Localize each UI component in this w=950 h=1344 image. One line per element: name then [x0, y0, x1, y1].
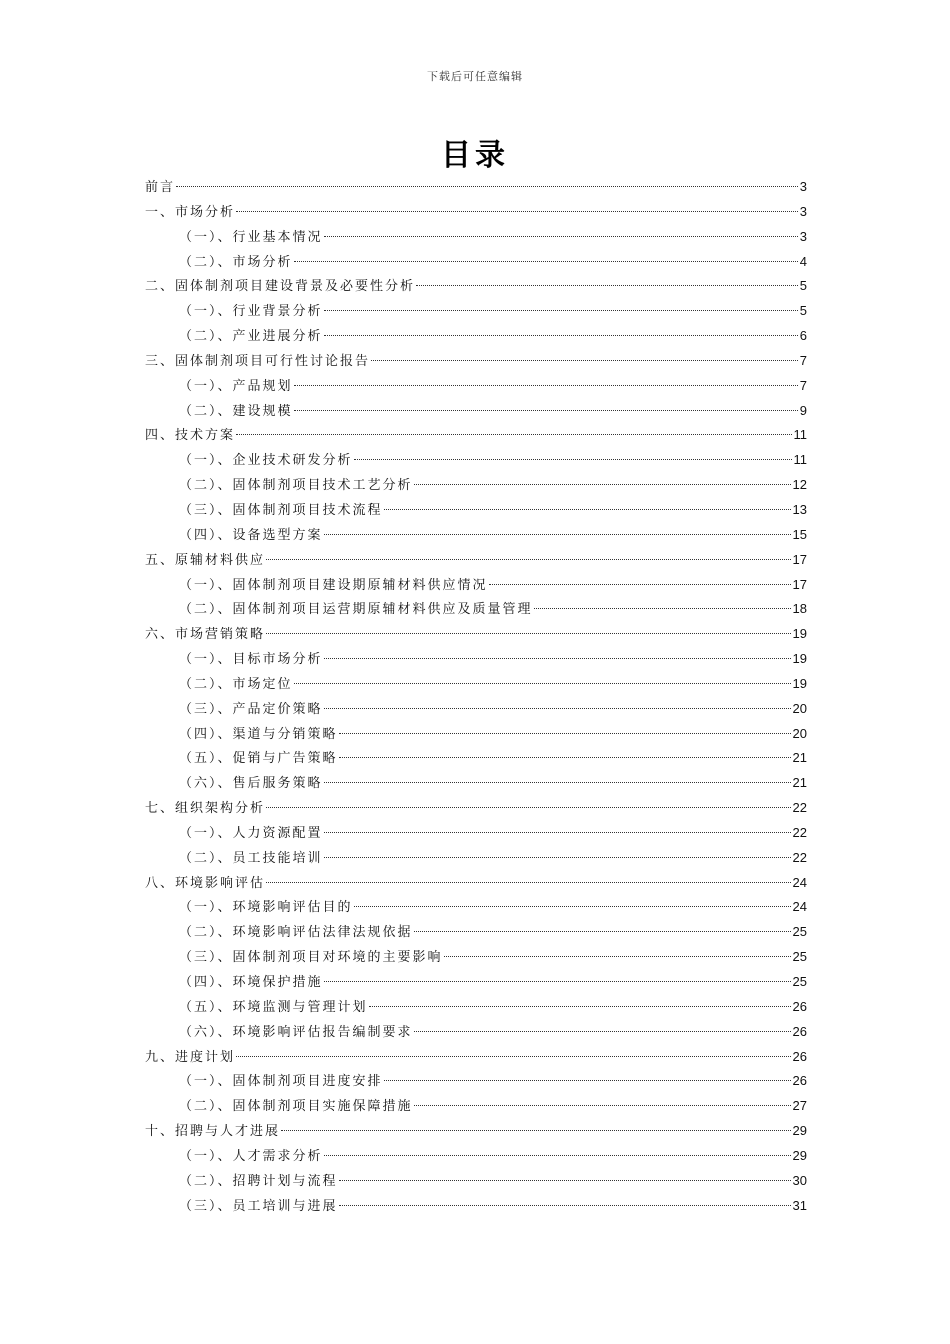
toc-entry-label: （五）、促销与广告策略	[179, 751, 338, 767]
toc-entry-label: （一）、产品规划	[179, 378, 293, 394]
toc-dot-leader	[266, 807, 791, 808]
toc-entry-page-number: 31	[792, 1197, 807, 1213]
toc-dot-leader	[266, 633, 791, 634]
toc-entry-label: （一）、目标市场分析	[179, 652, 323, 668]
toc-dot-leader	[369, 1006, 791, 1007]
toc-entry-label: （五）、环境监测与管理计划	[179, 999, 368, 1015]
toc-entry-label: （四）、环境保护措施	[179, 975, 323, 990]
toc-entry-label: （一）、固体制剂项目进度安排	[179, 1074, 383, 1090]
toc-dot-leader	[384, 1080, 791, 1081]
toc-dot-leader	[489, 584, 791, 585]
toc-entry-page-number: 3	[799, 203, 807, 219]
toc-entry-label: （二）、产业进展分析	[179, 329, 323, 345]
toc-dot-leader	[444, 956, 791, 957]
toc-entry-page-number: 26	[792, 1073, 807, 1089]
toc-dot-leader	[339, 1180, 791, 1181]
toc-title: 目录	[441, 138, 509, 173]
toc-dot-leader	[414, 931, 791, 932]
toc-dot-leader	[236, 1056, 791, 1057]
toc-entry-page-number: 25	[792, 949, 807, 965]
toc-dot-leader	[281, 1130, 791, 1131]
toc-entry-label: （一）、行业基本情况	[179, 229, 323, 245]
toc-entry[interactable]	[145, 945, 807, 970]
toc-entry-page-number: 7	[799, 377, 807, 393]
toc-dot-leader	[324, 708, 791, 709]
toc-entry[interactable]	[145, 846, 807, 871]
toc-entry-label: （二）、市场分析	[179, 254, 293, 270]
toc-entry[interactable]	[145, 771, 807, 796]
toc-entry[interactable]	[145, 597, 807, 622]
toc-entry[interactable]	[145, 1020, 807, 1045]
toc-entry[interactable]	[145, 473, 807, 498]
toc-entry[interactable]	[145, 175, 807, 200]
toc-dot-leader	[339, 733, 791, 734]
toc-entry-page-number: 22	[792, 800, 807, 816]
toc-entry[interactable]	[145, 498, 807, 523]
toc-entry[interactable]	[145, 1045, 807, 1070]
toc-entry-page-number: 27	[792, 1098, 807, 1114]
toc-entry-page-number: 25	[792, 974, 807, 989]
toc-entry-label: 九、进度计划	[145, 1049, 236, 1065]
toc-dot-leader	[324, 782, 791, 783]
toc-entry[interactable]	[145, 299, 807, 324]
header-note: 下载后可任意编辑	[427, 70, 523, 83]
toc-dot-leader	[354, 906, 791, 907]
toc-dot-leader	[294, 261, 798, 262]
toc-entry[interactable]	[145, 895, 807, 920]
toc-entry-page-number: 17	[792, 551, 807, 567]
toc-entry[interactable]	[145, 1169, 807, 1194]
toc-entry-page-number: 20	[792, 700, 807, 716]
toc-entry-label: （二）、招聘计划与流程	[179, 1173, 338, 1189]
toc-entry-page-number: 30	[792, 1172, 807, 1188]
toc-entry[interactable]	[145, 920, 807, 945]
toc-entry[interactable]	[145, 796, 807, 821]
toc-entry-label: （一）、企业技术研发分析	[179, 453, 353, 469]
toc-dot-leader	[416, 285, 798, 286]
toc-entry-label: 七、组织架构分析	[145, 801, 266, 817]
toc-dot-leader	[294, 385, 798, 386]
toc-dot-leader	[294, 410, 798, 411]
toc-entry-page-number: 11	[793, 427, 807, 443]
toc-entry[interactable]	[145, 423, 807, 448]
toc-dot-leader	[294, 683, 791, 684]
toc-entry[interactable]	[145, 573, 807, 598]
toc-entry[interactable]	[145, 622, 807, 647]
toc-entry[interactable]	[145, 970, 807, 995]
toc-dot-leader	[324, 310, 798, 311]
toc-dot-leader	[534, 608, 791, 609]
toc-entry[interactable]	[145, 995, 807, 1020]
toc-entry-page-number: 9	[799, 402, 807, 418]
toc-dot-leader	[236, 211, 798, 212]
toc-entry[interactable]	[145, 548, 807, 573]
toc-entry-page-number: 5	[799, 303, 807, 319]
toc-dot-leader	[236, 434, 791, 435]
toc-entry-page-number: 17	[792, 576, 807, 592]
toc-entry[interactable]	[145, 672, 807, 697]
toc-entry-page-number: 21	[792, 750, 807, 766]
toc-entry-page-number: 22	[792, 849, 807, 865]
toc-entry[interactable]	[145, 722, 807, 747]
toc-dot-leader	[354, 459, 792, 460]
toc-entry-label: 十、招聘与人才进展	[145, 1124, 281, 1140]
toc-dot-leader	[324, 236, 798, 237]
toc-entry[interactable]	[145, 349, 807, 374]
toc-entry[interactable]	[145, 1094, 807, 1119]
toc-dot-leader	[384, 509, 791, 510]
toc-entry-label: （四）、设备选型方案	[179, 527, 323, 543]
toc-dot-leader	[266, 882, 791, 883]
toc-entry-label: 五、原辅材料供应	[145, 552, 266, 568]
toc-entry-label: 二、固体制剂项目建设背景及必要性分析	[145, 279, 416, 295]
toc-entry-page-number: 20	[792, 725, 807, 741]
toc-entry[interactable]	[145, 225, 807, 250]
toc-entry-label: （一）、行业背景分析	[179, 304, 323, 320]
toc-entry-label: 四、技术方案	[145, 428, 236, 444]
toc-entry-label: （一）、环境影响评估目的	[179, 900, 353, 916]
toc-entry-page-number: 24	[792, 874, 807, 890]
toc-entry-label: （三）、产品定价策略	[179, 701, 323, 717]
toc-entry-page-number: 3	[799, 179, 807, 194]
toc-entry-label: （二）、环境影响评估法律法规依据	[179, 925, 413, 941]
toc-entry[interactable]	[145, 697, 807, 722]
toc-dot-leader	[339, 757, 791, 758]
toc-entry-label: （二）、建设规模	[179, 403, 293, 419]
toc-entry-page-number: 18	[792, 601, 807, 617]
toc-entry-page-number: 22	[792, 824, 807, 840]
table-of-contents	[145, 175, 807, 1218]
toc-entry[interactable]	[145, 399, 807, 424]
toc-dot-leader	[371, 360, 798, 361]
toc-entry-label: （三）、固体制剂项目技术流程	[179, 502, 383, 518]
toc-entry-label: （二）、员工技能培训	[179, 850, 323, 866]
toc-entry[interactable]	[145, 871, 807, 896]
toc-dot-leader	[324, 335, 798, 336]
toc-entry-page-number: 12	[792, 477, 807, 493]
toc-entry-label: （一）、固体制剂项目建设期原辅材料供应情况	[179, 577, 488, 593]
toc-entry-page-number: 21	[792, 775, 807, 791]
toc-dot-leader	[176, 186, 798, 187]
toc-entry-label: （三）、员工培训与进展	[179, 1198, 338, 1214]
toc-dot-leader	[324, 534, 791, 535]
toc-entry-page-number: 25	[792, 924, 807, 940]
toc-entry-page-number: 13	[792, 501, 807, 517]
toc-entry-label: （四）、渠道与分销策略	[179, 726, 338, 742]
toc-entry-page-number: 26	[792, 1048, 807, 1064]
toc-entry-page-number: 15	[792, 526, 807, 542]
toc-entry-page-number: 29	[792, 1147, 807, 1163]
toc-dot-leader	[324, 981, 791, 982]
toc-entry-page-number: 19	[792, 626, 807, 642]
toc-entry-page-number: 26	[792, 998, 807, 1014]
toc-entry-label: 一、市场分析	[145, 204, 236, 220]
toc-entry[interactable]	[145, 523, 807, 548]
toc-entry-page-number: 7	[799, 352, 807, 368]
toc-entry-label: （二）、市场定位	[179, 676, 293, 692]
toc-entry[interactable]	[145, 1144, 807, 1169]
toc-entry[interactable]	[145, 647, 807, 672]
toc-entry-page-number: 11	[793, 452, 807, 468]
toc-dot-leader	[414, 1105, 791, 1106]
toc-entry[interactable]	[145, 1119, 807, 1144]
toc-entry[interactable]	[145, 324, 807, 349]
toc-entry-label: 六、市场营销策略	[145, 627, 266, 643]
toc-entry[interactable]	[145, 1194, 807, 1219]
toc-entry-page-number: 19	[792, 675, 807, 691]
toc-entry-page-number: 3	[799, 228, 807, 244]
toc-entry-label: （二）、固体制剂项目实施保障措施	[179, 1099, 413, 1115]
toc-entry[interactable]	[145, 746, 807, 771]
toc-entry-page-number: 24	[792, 899, 807, 915]
toc-entry-page-number: 26	[792, 1023, 807, 1039]
toc-entry[interactable]	[145, 821, 807, 846]
toc-entry-label: 三、固体制剂项目可行性讨论报告	[145, 353, 371, 369]
toc-entry[interactable]	[145, 448, 807, 473]
toc-entry-label: （三）、固体制剂项目对环境的主要影响	[179, 950, 443, 966]
toc-entry-page-number: 29	[792, 1123, 807, 1139]
toc-entry-label: （六）、环境影响评估报告编制要求	[179, 1024, 413, 1040]
toc-dot-leader	[414, 1031, 791, 1032]
toc-entry-page-number: 4	[799, 253, 807, 269]
toc-entry-page-number: 6	[799, 328, 807, 344]
toc-entry[interactable]	[145, 1069, 807, 1094]
toc-dot-leader	[324, 658, 791, 659]
toc-entry[interactable]	[145, 250, 807, 275]
toc-dot-leader	[339, 1205, 791, 1206]
toc-entry-label: （二）、固体制剂项目技术工艺分析	[179, 478, 413, 494]
toc-entry[interactable]	[145, 274, 807, 299]
toc-dot-leader	[324, 1155, 791, 1156]
toc-dot-leader	[324, 857, 791, 858]
toc-entry-page-number: 5	[799, 278, 807, 294]
toc-dot-leader	[414, 484, 791, 485]
toc-dot-leader	[324, 832, 791, 833]
toc-entry[interactable]	[145, 374, 807, 399]
toc-dot-leader	[266, 559, 791, 560]
toc-entry-page-number: 19	[792, 651, 807, 667]
toc-entry[interactable]	[145, 200, 807, 225]
toc-entry-label: （二）、固体制剂项目运营期原辅材料供应及质量管理	[179, 602, 533, 618]
toc-entry-label: （六）、售后服务策略	[179, 776, 323, 792]
toc-entry-label: 八、环境影响评估	[145, 875, 266, 891]
toc-entry-label: （一）、人才需求分析	[179, 1148, 323, 1164]
toc-entry-label: 前言	[145, 180, 176, 195]
toc-entry-label: （一）、人力资源配置	[179, 825, 323, 841]
